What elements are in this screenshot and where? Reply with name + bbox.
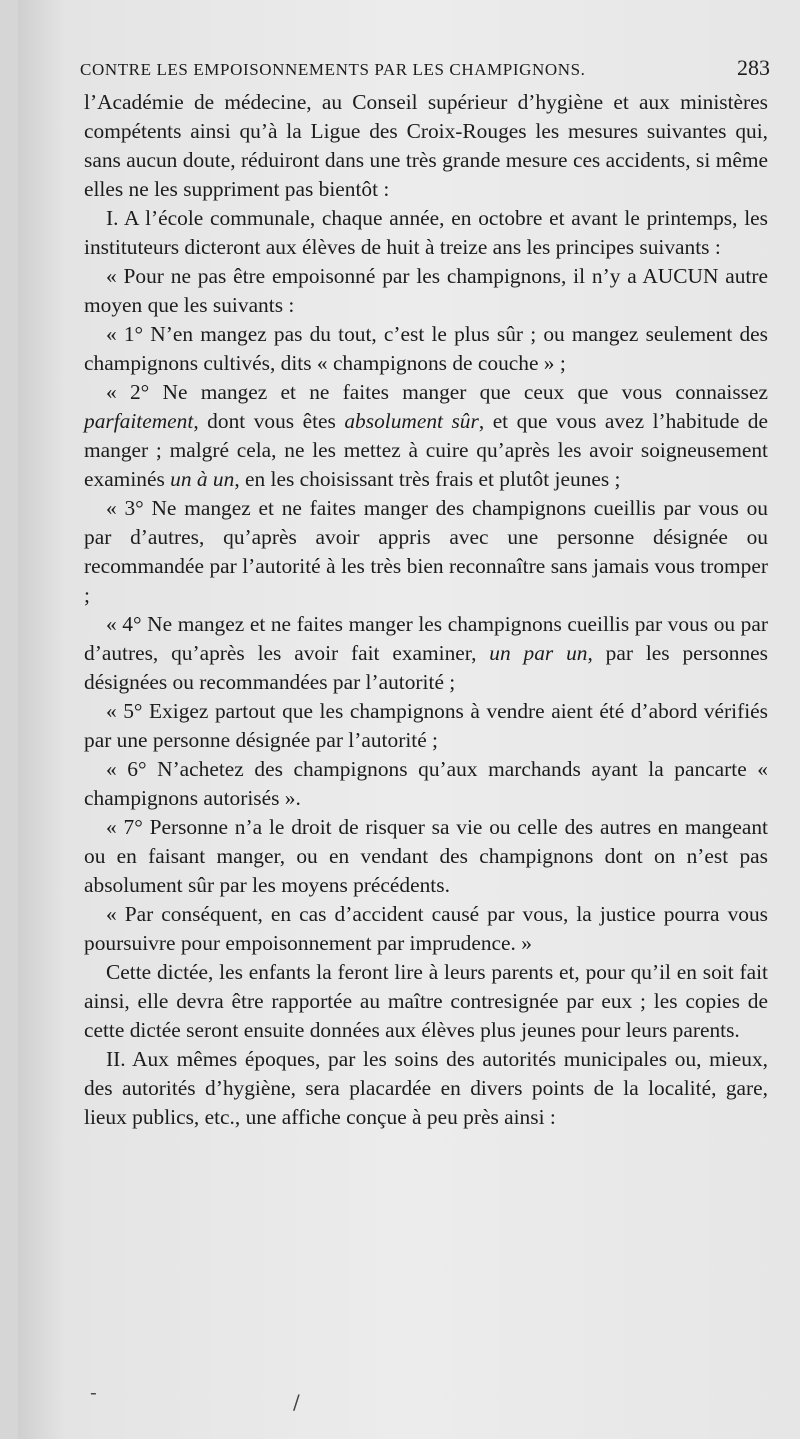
paragraph-rule-5: « 5° Exigez partout que les champignons à vendre aient été d’abord vérifiés par une personne désignée par l’autorité ; [84,699,768,752]
paragraph-rule-4 [84,610,768,697]
rule-4-text: , par les personnes désignées ou recommandées par l’autorité ; [84,641,768,694]
paragraph-rule-1: « 1° N’en mangez pas du tout, c’est le plus sûr ; ou mangez seulement des champignons cultivés, dits « champignons de couche » ; [84,322,768,375]
paragraph-rule-7: « 7° Personne n’a le droit de risquer sa vie ou celle des autres en mangeant ou en faisant manger, ou en vendant des champignons dont on n’est pas absolument sûr par les moyens précédents. [84,815,768,897]
rule-2-text: , dont vous êtes [193,409,345,433]
rule-4-emphasis: un par un [489,641,588,665]
rule-2-text: , en les choisissant très frais et plutôt jeunes ; [234,467,621,491]
paragraph-section-1: I. A l’école communale, chaque année, en octobre et avant le printemps, les instituteurs dicteront aux élèves de huit à treize ans les principes suivants : [84,206,768,259]
margin-dash-mark: - [90,1380,97,1404]
page-header [80,55,770,81]
page-number: 283 [737,55,770,80]
paragraph-rule-3: « 3° Ne mangez et ne faites manger des champignons cueillis par vous ou par d’autres, qu’après avoir appris avec une personne désignée ou recommandée par l’autorité à les très bien reconnaître sans jamais vous tromper ; [84,496,768,607]
rule-2-text: , et que vous avez l’habitude de manger ; malgré cela, ne les mettez à cuire qu’après les avoir soigneusement examinés [84,409,768,491]
body-text [84,88,768,1132]
paragraph-dictation-followup: Cette dictée, les enfants la feront lire à leurs parents et, pour qu’il en soit fait ainsi, elle devra être rapportée au maître contresignée par eux ; les copies de cette dictée seront ensuite données aux élèves plus jeunes pour leurs parents. [84,960,768,1042]
rule-2-emphasis: absolument sûr [344,409,479,433]
paragraph-dictation-intro: « Pour ne pas être empoisonné par les champignons, il n’y a AUCUN autre moyen que les suivants : [84,264,768,317]
margin-stroke-mark: / [293,1390,300,1414]
rule-4-text: « 4° Ne mangez et ne faites manger les champignons cueillis par vous ou par d’autres, qu’après les avoir fait examiner, [84,612,768,665]
rule-2-text: « 2° Ne mangez et ne faites manger que ceux que vous connaissez [106,380,768,404]
book-page [18,0,800,1439]
paragraph-section-2: II. Aux mêmes époques, par les soins des autorités municipales ou, mieux, des autorités d’hygiène, sera placardée en divers points de la localité, gare, lieux publics, etc., une affiche conçue à peu près ainsi : [84,1047,768,1129]
running-title: CONTRE LES EMPOISONNEMENTS PAR LES CHAMPIGNONS. [80,60,586,79]
paragraph-rule-2 [84,378,768,494]
paragraph-intro: l’Académie de médecine, au Conseil supérieur d’hygiène et aux ministères compétents ainsi qu’à la Ligue des Croix-Rouges les mesures suivantes qui, sans aucun doute, réduiront dans une très grande mesure ces accidents, si même elles ne les suppriment pas bientôt : [84,90,768,201]
paragraph-rule-6: « 6° N’achetez des champignons qu’aux marchands ayant la pancarte « champignons autorisés ». [84,757,768,810]
rule-2-emphasis: parfaitement [84,409,194,433]
paragraph-consequence: « Par conséquent, en cas d’accident causé par vous, la justice pourra vous poursuivre pour empoisonnement par imprudence. » [84,902,768,955]
rule-2-emphasis: un à un [170,467,235,491]
